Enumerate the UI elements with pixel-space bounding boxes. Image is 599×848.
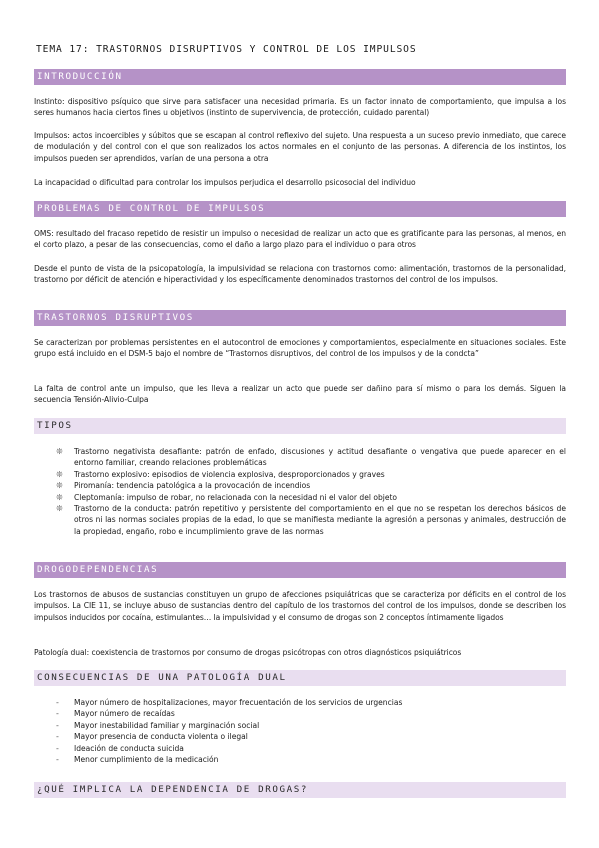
list-item: - Mayor número de hospitalizaciones, mayor frecuentación de los servicios de urgencias (56, 698, 403, 707)
dash-bullet: - (56, 732, 59, 742)
paragraph-caracterizan: Se caracterizan por problemas persistentes en el autocontrol de emociones y comportamientos, especialmente en situaciones sociales. Este grupo está incluido en el DSM-5 bajo el nombre de “Trastornos disruptivos, del control de los impulsos y de la condcta” (34, 338, 566, 359)
paragraph-impulsos: Impulsos: actos incoercibles y súbitos que se escapan al control reflexivo del sujeto. Una respuesta a un suceso previo inmediato, que carece de modulación y del control con el que son realizados los actos normales en el conjunto de las personas. A diferencia de los instintos, los impulsos pueden ser aprendidos, varían de una persona a otra (34, 131, 566, 163)
bullet-icon: ❊ (56, 481, 63, 491)
section-heading-consecuencias: CONSECUENCIAS DE UNA PATOLOGÍA DUAL (34, 670, 566, 686)
list-item: ❊ Piromanía: tendencia patológica a la provocación de incendios (56, 481, 311, 491)
dash-bullet: - (56, 755, 59, 765)
paragraph-incapacidad: La incapacidad o dificultad para controlar los impulsos perjudica el desarrollo psicosocial del individuo (34, 178, 416, 187)
bullet-icon: ❊ (56, 492, 63, 502)
bullet-icon: ❊ (56, 504, 63, 514)
dash-bullet: - (56, 743, 59, 753)
dash-bullet: - (56, 709, 59, 719)
paragraph-trastornos-abuso: Los trastornos de abusos de sustancias constituyen un grupo de afecciones psiquiátricas que se caracteriza por déficits en el control de los impulsos. La CIE 11, se incluye abuso de sustancias dentro del capítulo de los trastornos del control de los impulsos, donde se describen los impulsos inducidos por cocaína, estimulantes… la impulsividad y el consumo de drogas son 2 conceptos íntimamente ligados (34, 590, 566, 622)
paragraph-patologia-dual: Patología dual: coexistencia de trastornos por consumo de drogas psicótropas con otros diagnósticos psiquiátricos (34, 648, 462, 657)
bullet-icon: ❊ (56, 469, 63, 479)
dash-bullet: - (56, 698, 59, 707)
paragraph-oms: OMS: resultado del fracaso repetido de resistir un impulso o necesidad de realizar un acto que es gratificante para las personas, al menos, en el corto plazo, a pesar de las consecuencias, como el daño a largo plazo para el individuo o para otros (34, 229, 566, 250)
list-item: ❊ Trastorno negativista desafiante: patrón de enfado, discusiones y actitud desafiante o vengativa que puede aparecer en el entorno familiar, creando relaciones problemáticas (56, 447, 566, 468)
list-item: - Ideación de conducta suicida (56, 743, 184, 753)
document-title: TEMA 17: TRASTORNOS DISRUPTIVOS Y CONTROL DE LOS IMPULSOS (36, 44, 417, 55)
section-heading-tipos: TIPOS (34, 418, 566, 434)
section-heading-disruptivos: TRASTORNOS DISRUPTIVOS (34, 310, 566, 326)
section-heading-introduccion: INTRODUCCIÓN (34, 69, 566, 85)
list-item: - Mayor número de recaídas (56, 709, 175, 719)
section-heading-drogodependencias: DROGODEPENDENCIAS (34, 562, 566, 578)
dash-bullet: - (56, 720, 59, 730)
bullet-icon: ❊ (56, 447, 63, 456)
list-item: - Mayor inestabilidad familiar y marginación social (56, 720, 260, 730)
paragraph-psicopatologia: Desde el punto de vista de la psicopatología, la impulsividad se relaciona con trastornos como: alimentación, trastornos de la personalidad, trastorno por déficit de atención e hiperactividad y los específicamente denominados trastornos del control de los impulsos. (34, 264, 566, 285)
list-item: ❊ Cleptomanía: impulso de robar, no relacionada con la necesidad ni el valor del objeto (56, 492, 398, 502)
tipos-list (34, 446, 566, 537)
list-item: ❊ Trastorno de la conducta: patrón repetitivo y persistente del comportamiento en el que no se respetan los derechos básicos de otros ni las normas sociales propias de la edad, lo que se manifiesta mediante la agresión a personas y animales, destrucción de la propiedad, engaño, robo e incumplimiento grave de las normas (56, 504, 566, 536)
list-item: ❊ Trastorno explosivo: episodios de violencia explosiva, desproporcionados y graves (56, 469, 385, 479)
paragraph-falta-control: La falta de control ante un impulso, que les lleva a realizar un acto que puede ser dañino para sí mismo o para los demás. Siguen la secuencia Tensión-Alivio-Culpa (34, 384, 566, 405)
section-heading-problemas: PROBLEMAS DE CONTROL DE IMPULSOS (34, 201, 566, 217)
consecuencias-list (34, 697, 566, 765)
list-item: - Mayor presencia de conducta violenta o ilegal (56, 732, 248, 742)
list-item: - Menor cumplimiento de la medicación (56, 755, 219, 765)
paragraph-instinto: Instinto: dispositivo psíquico que sirve para satisfacer una necesidad primaria. Es un factor innato de comportamiento, que impulsa a los seres humanos hacia ciertos fines u objetivos (instinto de supervivencia, de protección, cuidado parental) (34, 97, 566, 118)
section-heading-implica: ¿QUÉ IMPLICA LA DEPENDENCIA DE DROGAS? (34, 782, 566, 798)
